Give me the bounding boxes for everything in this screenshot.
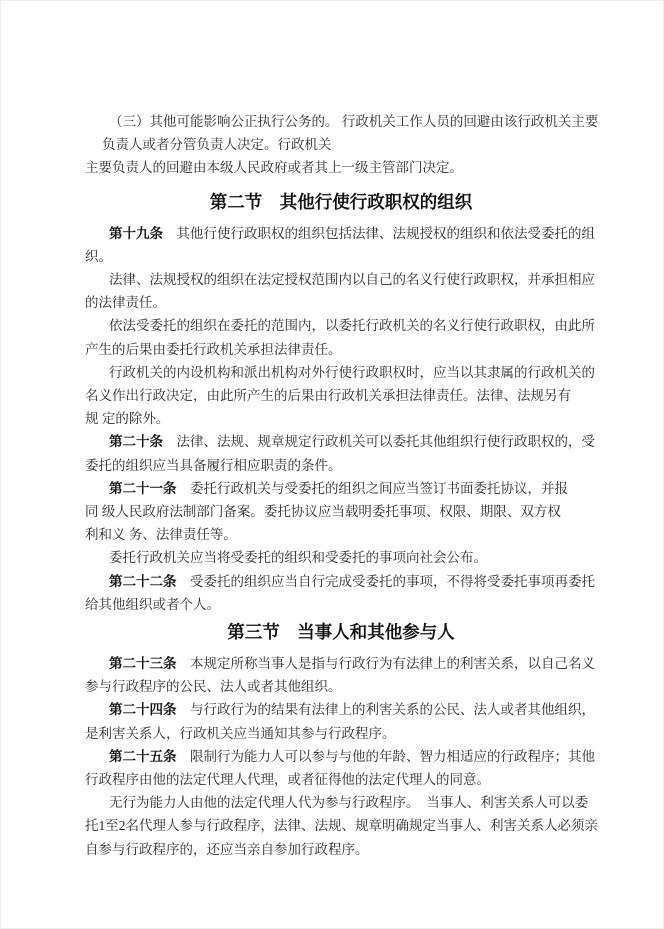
- line-text: 法律、法规、规章规定行政机关可以委托其他组织行使行政职权的，受: [163, 434, 595, 450]
- article-number: 第二十五条: [109, 748, 177, 764]
- text-line: [85, 430, 597, 453]
- text-line: [85, 652, 597, 675]
- text-line: [85, 222, 597, 245]
- line-text: 限制行为能力人可以参与与他的年龄、智力相适应的行政程序；其他: [176, 748, 595, 764]
- text-line: 同 级人民政府法制部门备案。委托协议应当载明委托事项、权限、期限、双方权: [85, 504, 561, 520]
- text-line: 名义作出行政决定，由此所产生的后果由行政机关承担法律责任。法律、法规另有: [85, 388, 571, 404]
- text-line: 行政程序由他的法定代理人代理，或者征得他的法定代理人的同意。: [85, 772, 490, 788]
- text-line: 负责人或者分管负责人决定。行政机关: [102, 137, 332, 153]
- line-text: 本规定所称当事人是指与行政行为有法律上的利害关系，以自己名义: [176, 656, 595, 672]
- text-line: 自参与行政程序的，还应当亲自参加行政程序。: [85, 841, 369, 857]
- text-line: 委托的组织应当具备履行相应职责的条件。: [85, 457, 342, 473]
- line-text: 委托行政机关与受委托的组织之间应当签订书面委托协议，并报: [176, 480, 568, 496]
- text-line: 织。: [85, 248, 112, 264]
- document-body: [85, 110, 597, 861]
- text-line: 主要负责人的回避由本级人民政府或者其上一级主管部门决定。: [85, 160, 463, 176]
- article-number: 第十九条: [109, 225, 163, 241]
- text-line: 委托行政机关应当将受委托的组织和受委托的事项向社会公布。: [109, 550, 487, 566]
- section-heading: 第三节 当事人和其他参与人: [227, 622, 455, 643]
- text-line: [85, 698, 597, 721]
- text-line: （三）其他可能影响公正执行公务的。 行政机关工作人员的回避由该行政机关主要: [109, 114, 599, 129]
- text-line: 无行为能力人由他的法定代理人代为参与行政程序。 当事人、利害关系人可以委: [109, 795, 589, 811]
- line-text: 其他行使行政职权的组织包括法律、法规授权的组织和依法受委托的组: [163, 225, 595, 241]
- section-heading: 第二节 其他行使行政职权的组织: [209, 191, 473, 212]
- line-text: 受委托的组织应当自行完成受委托的事项，不得将受委托事项再委托: [176, 573, 595, 589]
- text-line: [85, 745, 597, 768]
- line-text: 与行政行为的结果有法律上的利害关系的公民、法人或者其他组织，: [176, 702, 595, 718]
- text-line: 托1至2名代理人参与行政程序，法律、法规、规章明确规定当事人、利害关系人必须亲: [85, 818, 598, 834]
- text-line: 依法受委托的组织在委托的范围内，以委托行政机关的名义行使行政职权，由此所: [109, 318, 595, 334]
- text-line: 利和义 务、法律责任等。: [85, 527, 237, 543]
- article-number: 第二十二条: [109, 573, 177, 589]
- text-line: 的法律责任。: [85, 295, 166, 311]
- text-line: 规 定的除外。: [85, 411, 170, 427]
- article-number: 第二十四条: [109, 702, 177, 718]
- text-line: 是利害关系人，行政机关应当通知其参与行政程序。: [85, 725, 396, 741]
- text-line: 产生的后果由委托行政机关承担法律责任。: [85, 341, 342, 357]
- article-number: 第二十条: [109, 434, 163, 450]
- text-line: [85, 477, 597, 500]
- article-number: 第二十一条: [109, 480, 177, 496]
- text-line: 法律、法规授权的组织在法定授权范围内以自己的名义行使行政职权，并承担相应: [109, 272, 595, 288]
- text-line: [85, 570, 597, 593]
- text-line: 给其他组织或者个人。: [85, 596, 220, 612]
- text-line: 参与行政程序的公民、法人或者其他组织。: [85, 679, 342, 695]
- text-line: 行政机关的内设机构和派出机构对外行使行政职权时，应当以其隶属的行政机关的: [109, 364, 595, 380]
- article-number: 第二十三条: [109, 656, 177, 672]
